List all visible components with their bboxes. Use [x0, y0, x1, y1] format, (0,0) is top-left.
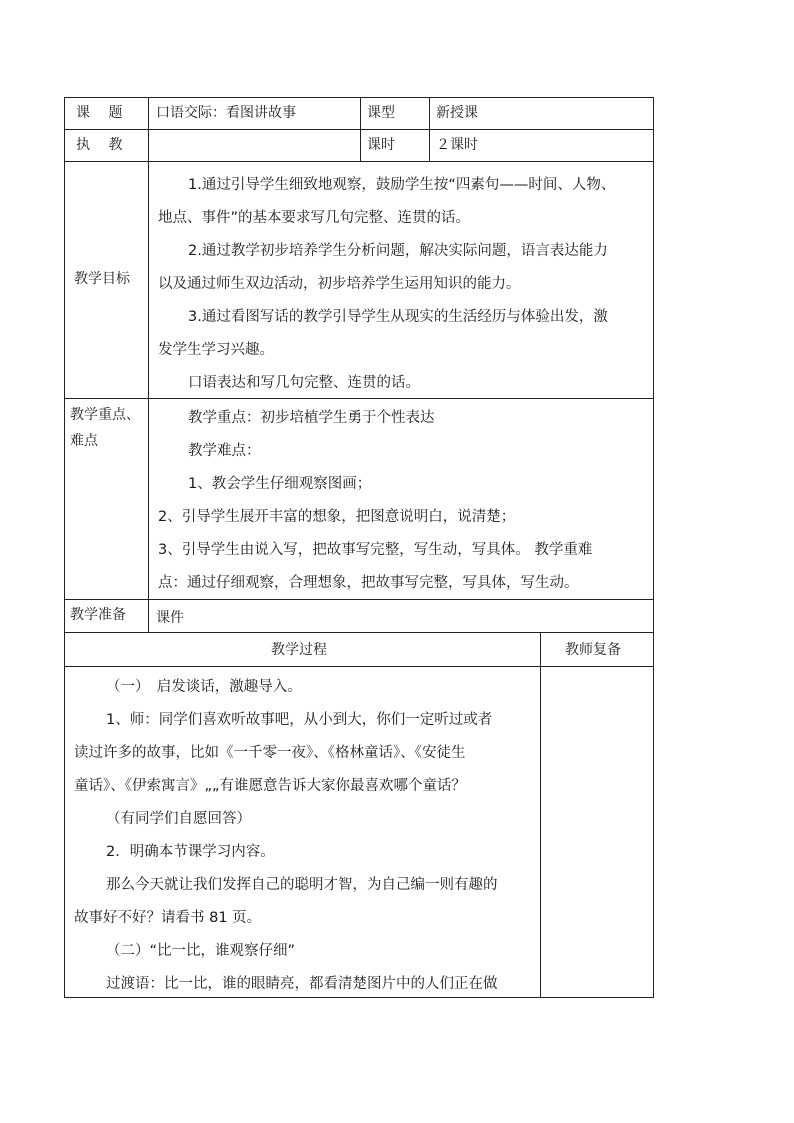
col-divider	[360, 97, 361, 161]
objective-line: 地点、事件”的基本要求写几句完整、连贯的话。	[158, 210, 471, 226]
key-point-line: 2、引导学生展开丰富的想象，把图意说明白，说清楚；	[158, 509, 516, 525]
row-divider	[64, 632, 654, 633]
col-divider	[429, 97, 430, 161]
table-border-bottom	[64, 997, 654, 998]
table-border-left	[64, 97, 65, 997]
objective-line: 口语表达和写几句完整、连贯的话。	[188, 375, 420, 391]
label-hours: 课时	[367, 137, 395, 153]
process-line: 童话》、《伊索寓言》„„有谁愿意告诉大家你最喜欢哪个童话？	[74, 778, 467, 794]
table-border-right	[653, 97, 654, 997]
label-type: 课型	[367, 105, 395, 121]
process-line: （有同学们自愿回答）	[106, 811, 251, 827]
key-point-line: 点：通过仔细观察，合理想象，把故事写完整，写具体，写生动。	[158, 575, 579, 591]
process-line: （二）“比一比，谁观察仔细”	[106, 943, 296, 959]
objective-line: 以及通过师生双边活动，初步培养学生运用知识的能力。	[158, 276, 521, 292]
key-point-line: 3、引导学生由说入写，把故事写完整，写生动，写具体。 教学重难	[158, 542, 593, 558]
label-objectives: 教学目标	[74, 271, 130, 287]
label-teacher-notes: 教师复备	[565, 642, 621, 658]
preparation-value: 课件	[156, 610, 184, 626]
process-line: 那么今天就让我们发挥自己的聪明才智，为自己编一则有趣的	[106, 877, 498, 893]
objective-line: 2.通过教学初步培养学生分析问题，解决实际问题，语言表达能力	[188, 243, 608, 259]
process-line: 1、师：同学们喜欢听故事吧，从小到大，你们一定听过或者	[106, 712, 493, 728]
label-key-points-line2: 难点	[70, 433, 98, 449]
process-line: 读过许多的故事，比如《一千零一夜》、《格林童话》、《安徒生	[74, 745, 466, 761]
process-line: 故事好不好？请看书 81 页。	[74, 910, 262, 926]
process-line: 2．明确本节课学习内容。	[106, 844, 275, 860]
objective-line: 发学生学习兴趣。	[158, 342, 274, 358]
label-preparation: 教学准备	[70, 607, 126, 623]
process-line: 过渡语：比一比，谁的眼睛亮，都看清楚图片中的人们正在做	[106, 976, 498, 992]
row-divider	[64, 599, 654, 600]
row-divider	[64, 161, 654, 162]
objective-line: 1.通过引导学生细致地观察，鼓励学生按“四素句——时间、人物、	[188, 177, 616, 193]
key-point-line: 教学重点：初步培植学生勇于个性表达	[188, 410, 435, 426]
row-divider	[64, 666, 654, 667]
row-divider	[64, 129, 654, 130]
row-divider	[64, 398, 654, 399]
type-value: 新授课	[436, 105, 478, 121]
label-teacher: 执 教	[76, 137, 123, 153]
table-border-top	[64, 97, 654, 98]
col-divider	[148, 97, 149, 632]
label-process: 教学过程	[271, 642, 327, 658]
key-point-line: 1、教会学生仔细观察图画；	[188, 476, 372, 492]
col-divider	[540, 632, 541, 997]
label-topic: 课 题	[76, 105, 123, 121]
topic-value: 口语交际：看图讲故事	[156, 105, 296, 121]
process-line: （一） 启发谈话，激趣导入。	[106, 679, 302, 695]
hours-value: ２课时	[436, 137, 478, 153]
key-point-line: 教学难点：	[188, 443, 261, 459]
objective-line: 3.通过看图写话的教学引导学生从现实的生活经历与体验出发，激	[188, 309, 608, 325]
label-key-points-line1: 教学重点、	[70, 407, 140, 423]
